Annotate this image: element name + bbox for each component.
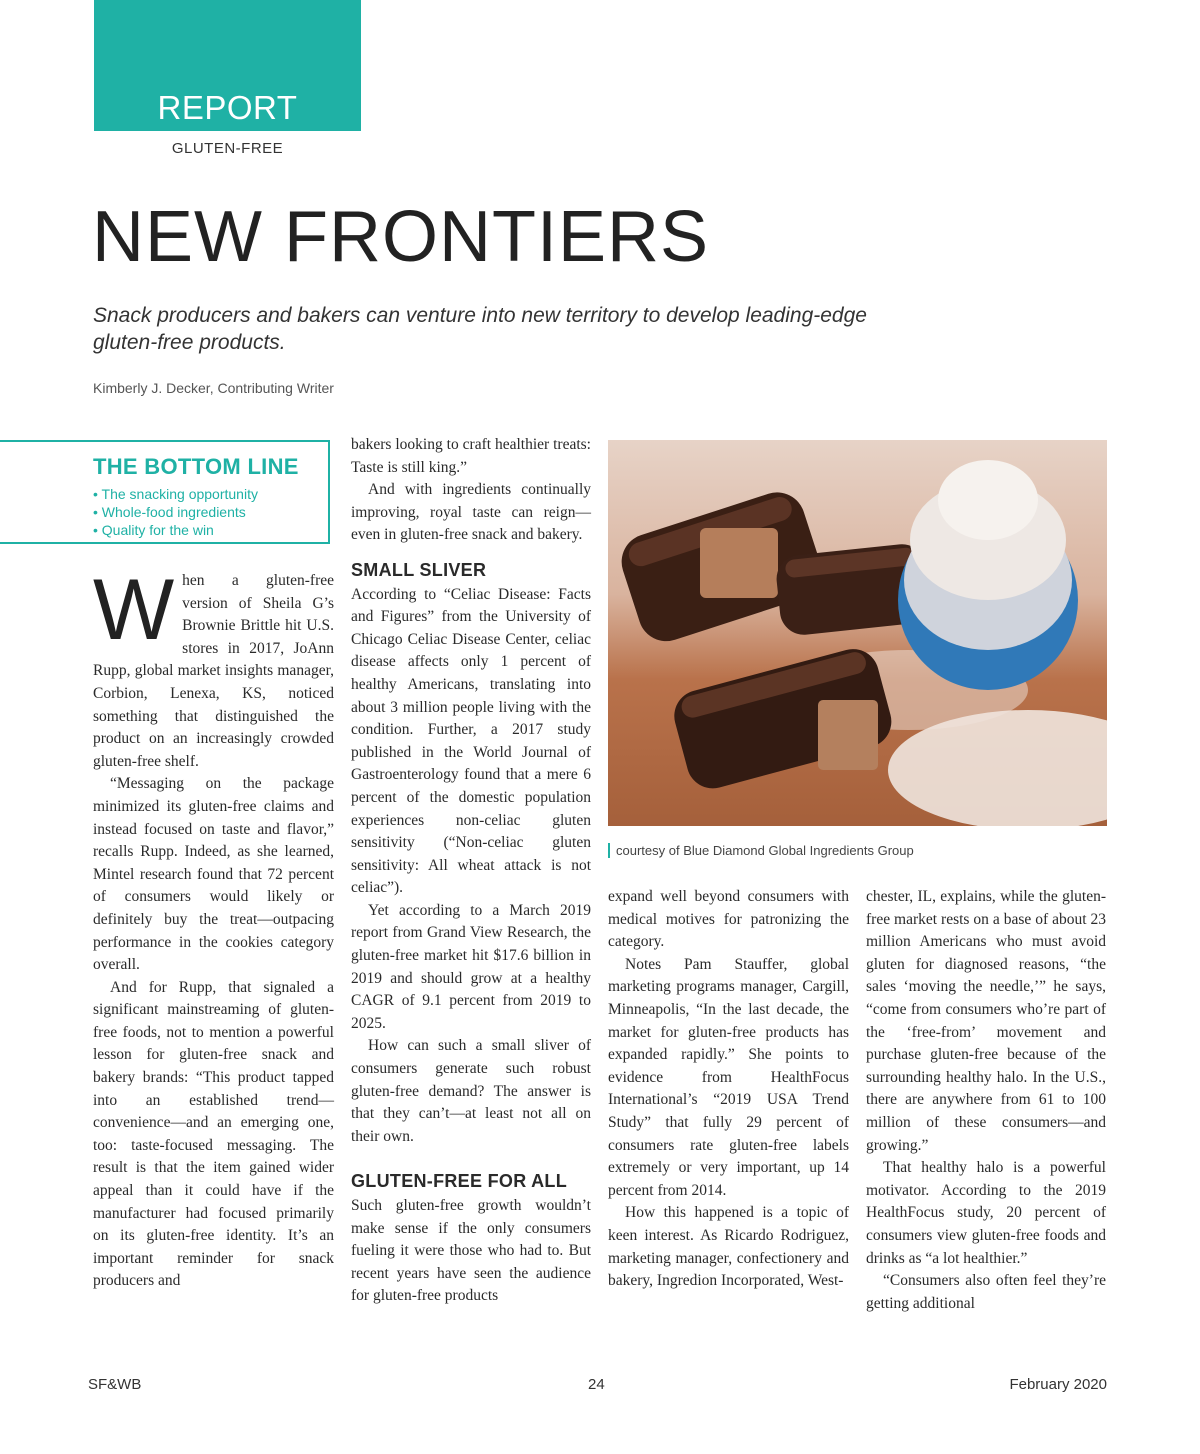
- photo-caption: courtesy of Blue Diamond Global Ingredients Group: [608, 843, 914, 858]
- paragraph: “Consumers also often feel they’re getting additional: [866, 1272, 1106, 1312]
- paragraph: chester, IL, explains, while the gluten-free market rests on a base of about 23 million Americans who must avoid gluten for diagnosed reasons, “the sales ‘moving the needle,’” he says, “come from consumers who’re part of the ‘free-from’ movement and purchase gluten-free because of the surrounding healthy halo. In the U.S., there are anywhere from 61 to 100 million of these consumers—and growing.”: [866, 888, 1106, 1154]
- product-photo: [608, 440, 1107, 826]
- paragraph: How this happened is a topic of keen interest. As Ricardo Rodriguez, marketing manager, confectionery and bakery, Ingredion Incorporated, West-: [608, 1204, 849, 1290]
- column-1: [93, 562, 334, 1293]
- headline: NEW FRONTIERS: [92, 197, 709, 277]
- report-banner: [94, 0, 361, 131]
- paragraph: Notes Pam Stauffer, global marketing programs manager, Cargill, Minneapolis, “In the last decade, the market for gluten-free products has expanded rapidly.” She points to evidence from HealthFocus International’s “2019 USA Trend Study” that fully 29 percent of consumers rate gluten-free labels extremely or very important, up 14 percent from 2014.: [608, 955, 849, 1199]
- subhead-small-sliver: SMALL SLIVER: [351, 559, 487, 580]
- paragraph: expand well beyond consumers with medical motives for patronizing the category.: [608, 888, 849, 951]
- subhead-gluten-free-for-all: GLUTEN-FREE FOR ALL: [351, 1171, 568, 1192]
- drop-cap: W: [93, 562, 175, 658]
- paragraph: According to “Celiac Disease: Facts and Figures” from the University of Chicago Celiac Disease Center, celiac disease affects only 1 percent of healthy Americans, translating into about 3 million people living with the condition. Further, a 2017 study published in the World Journal of Gastroenterology found that a mere 6 percent of the domestic population experiences non-celiac gluten sensitivity (“Non-celiac gluten sensitivity: All wheat attack is not celiac”).: [351, 585, 591, 897]
- paragraph-text: hen a gluten-free version of Sheila G’s Brownie Brittle hit U.S. stores in 2017, JoAnn Rupp, global market insights manager, Corbion, Lenexa, KS, noticed something that distinguished the product on an increasingly crowded gluten-free shelf.: [93, 572, 334, 770]
- deck: Snack producers and bakers can venture into new territory to develop leading-edge gluten-free products.: [93, 304, 867, 354]
- byline: Kimberly J. Decker, Contributing Writer: [93, 380, 334, 396]
- paragraph: That healthy halo is a powerful motivator. According to the 2019 HealthFocus study, 20 percent of consumers view gluten-free foods and drinks as “a lot healthier.”: [866, 1159, 1106, 1267]
- footer-publication: SF&WB: [88, 1376, 142, 1393]
- paragraph: And for Rupp, that signaled a significant mainstreaming of gluten-free foods, not to mention a powerful lesson for gluten-free snack and bakery brands: “This product tapped into an established trend—convenience—and an emerging one, too: taste-focused messaging. The result is that the item gained wider appeal than it could have if the manufacturer had focused primarily on its gluten-free identity. It’s an important reminder for snack producers and: [93, 978, 334, 1290]
- paragraph: “Messaging on the package minimized its gluten-free claims and instead focused on taste and flavor,” recalls Rupp. Indeed, as she learned, Mintel research found that 72 percent of consumers would likely or definitely buy the treat—outpacing performance in the cookies category overall.: [93, 775, 334, 974]
- paragraph: Yet according to a March 2019 report from Grand View Research, the gluten-free market hit $17.6 billion in 2019 and should grow at a healthy CAGR of 9.1 percent from 2019 to 2025.: [351, 901, 591, 1032]
- bottom-line-item: • Whole-food ingredients: [93, 504, 246, 520]
- bottom-line-box: [0, 440, 330, 544]
- footer-date: February 2020: [1009, 1376, 1107, 1393]
- paragraph: [93, 562, 334, 773]
- paragraph: bakers looking to craft healthier treats: Taste is still king.”: [351, 436, 591, 476]
- column-2: [351, 434, 591, 1308]
- footer-page-number: 24: [588, 1376, 605, 1393]
- column-4: [866, 886, 1106, 1315]
- photo-illustration: [608, 440, 1107, 826]
- paragraph: And with ingredients continually improving, royal taste can reign—even in gluten-free snack and bakery.: [351, 481, 591, 544]
- bottom-line-item: • Quality for the win: [93, 522, 214, 538]
- column-3: [608, 886, 849, 1293]
- section-label: GLUTEN-FREE: [171, 140, 284, 157]
- bottom-line-item: • The snacking opportunity: [93, 486, 258, 502]
- report-label: REPORT: [157, 89, 298, 126]
- paragraph: Such gluten-free growth wouldn’t make sense if the only consumers fueling it were those who had to. But recent years have seen the audience for gluten-free products: [351, 1197, 591, 1305]
- bottom-line-title: THE BOTTOM LINE: [93, 454, 299, 479]
- bottom-line-list: [93, 485, 258, 539]
- paragraph: How can such a small sliver of consumers generate such robust gluten-free demand? The answer is that they can’t—at least not all on their own.: [351, 1037, 591, 1145]
